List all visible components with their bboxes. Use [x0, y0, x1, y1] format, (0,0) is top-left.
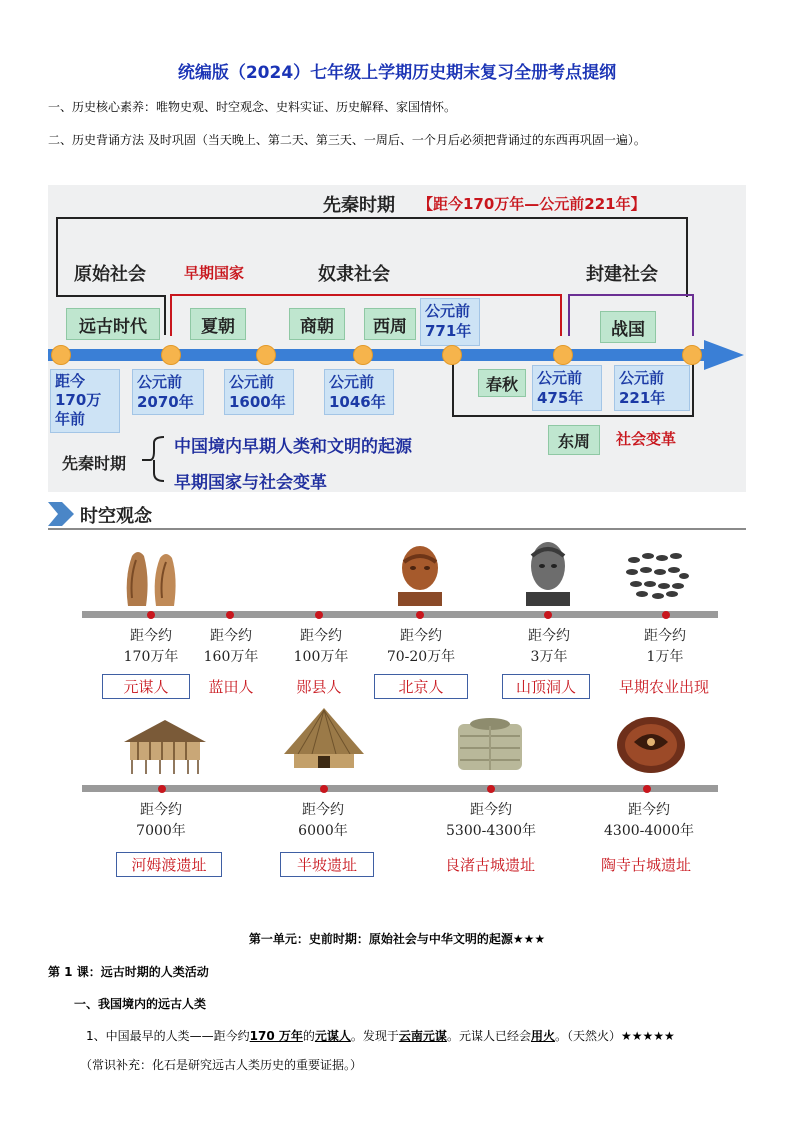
- timeline-2-time-3: 距今约 5300-4300年: [446, 802, 536, 839]
- timeline-dot: [158, 785, 166, 793]
- timeline-dot: [416, 611, 424, 619]
- timeline-1-time-5: 距今约 3万年: [528, 628, 570, 665]
- timeline-1-axis: [82, 611, 718, 618]
- grain-seeds-image: [624, 548, 690, 600]
- timeline-dot: [320, 785, 328, 793]
- period-xia: 夏朝: [190, 308, 246, 340]
- timeline-2-time-2: 距今约 6000年: [298, 802, 348, 839]
- timeline-dot: [226, 611, 234, 619]
- timeline-1-time-6: 距今约 1万年: [644, 628, 686, 665]
- timeline-dot: [662, 611, 670, 619]
- page-title: 统编版（2024）七年级上学期历史期末复习全册考点提纲: [177, 63, 617, 83]
- timeline-dot: [643, 785, 651, 793]
- stilt-house-image: [120, 716, 210, 776]
- site-peking-man: 北京人: [374, 674, 468, 699]
- date-170wan: 距今170万年前: [50, 369, 120, 433]
- site-lantian: 蓝田人: [208, 678, 254, 696]
- timeline-1-time-3: 距今约 100万年: [293, 628, 349, 665]
- peking-man-bust-image: [390, 544, 450, 606]
- period-shang: 商朝: [289, 308, 345, 340]
- chevron-right-icon: [48, 500, 78, 528]
- tooth-fossil-image: [118, 548, 188, 608]
- date-221: 公元前221年: [614, 365, 690, 411]
- date-475: 公元前475年: [532, 365, 602, 411]
- site-early-agriculture: 早期农业出现: [618, 678, 709, 696]
- early-state-label: 早期国家: [184, 264, 245, 282]
- axis-dot: [161, 345, 181, 365]
- site-yuanmou: 元谋人: [102, 674, 190, 699]
- point-1: 1、中国最早的人类——距今约170 万年的元谋人。发现于云南元谋。元谋人已经会用火。（天然火）★★★★★: [86, 1029, 675, 1043]
- section-header: [48, 500, 746, 530]
- feudal-society-label: 封建社会: [586, 264, 658, 285]
- timeline-2-time-1: 距今约 7000年: [136, 802, 186, 839]
- unit-title: 第一单元：史前时期：原始社会与中华文明的起源★★★: [248, 932, 546, 946]
- subheading: 一、我国境内的远古人类: [74, 997, 207, 1011]
- note-line: （常识补充：化石是研究远古人类历史的重要证据。）: [80, 1058, 363, 1072]
- brace-icon: [142, 433, 168, 485]
- lesson-title: 第 1 课：远古时期的人类活动: [48, 965, 209, 979]
- timeline-dot: [487, 785, 495, 793]
- upper-cave-man-bust-image: [520, 540, 576, 606]
- timeline-dot: [315, 611, 323, 619]
- timeline-dot: [544, 611, 552, 619]
- axis-dot: [682, 345, 702, 365]
- period-chunqiu: 春秋: [478, 369, 526, 397]
- period-ancient: 远古时代: [66, 308, 160, 340]
- timeline-1-time-4: 距今约 70-20万年: [386, 628, 456, 665]
- date-2070: 公元前2070年: [132, 369, 204, 415]
- diagram-header: 先秦时期: [323, 195, 395, 216]
- period-zhanguo: 战国: [600, 311, 656, 343]
- axis-dot: [553, 345, 573, 365]
- axis-dot: [442, 345, 462, 365]
- timeline-1-time-2: 距今约 160万年: [203, 628, 259, 665]
- slave-society-label: 奴隶社会: [318, 264, 390, 285]
- timeline-dot: [147, 611, 155, 619]
- axis-dot: [353, 345, 373, 365]
- social-change-label: 社会变革: [616, 430, 677, 448]
- period-dongzhou: 东周: [548, 425, 600, 455]
- jade-cong-image: [452, 714, 528, 776]
- site-liangzhu: 良渚古城遗址: [444, 856, 535, 874]
- intro-line-1: 一、历史核心素养：唯物史观、时空观念、史料实证、历史解释、家国情怀。: [48, 100, 457, 114]
- date-771: 公元前771年: [420, 298, 480, 346]
- period-xizhou: 西周: [364, 308, 416, 340]
- thatched-hut-image: [282, 706, 366, 772]
- site-hemudu: 河姆渡遗址: [116, 852, 222, 877]
- diagram-header-range: 【距今170万年—公元前221年】: [418, 195, 646, 213]
- axis-dot: [51, 345, 71, 365]
- bottom-pre-qin-label: 先秦时期: [62, 454, 127, 473]
- timeline-2-time-4: 距今约 4300-4000年: [604, 802, 694, 839]
- date-1046: 公元前1046年: [324, 369, 394, 415]
- section-title: 时空观念: [80, 506, 152, 527]
- timeline-1-time-1: 距今约 170万年: [123, 628, 179, 665]
- painted-pottery-plate-image: [614, 712, 688, 774]
- timeline-2-axis: [82, 785, 718, 792]
- pre-qin-timeline-diagram: [48, 185, 746, 492]
- intro-line-2: 二、历史背诵方法 及时巩固（当天晚上、第二天、第三天、一周后、一个月后必须把背诵过的东西再巩固一遍）。: [48, 133, 646, 147]
- primitive-society-label: 原始社会: [74, 264, 146, 285]
- bottom-item-2: 早期国家与社会变革: [174, 473, 327, 493]
- site-yunxian: 郧县人: [296, 678, 342, 696]
- bottom-item-1: 中国境内早期人类和文明的起源: [174, 437, 412, 457]
- arrow-head-icon: [704, 340, 746, 370]
- axis-dot: [256, 345, 276, 365]
- site-upper-cave: 山顶洞人: [502, 674, 590, 699]
- date-1600: 公元前1600年: [224, 369, 294, 415]
- site-taosi: 陶寺古城遗址: [600, 856, 691, 874]
- site-banpo: 半坡遗址: [280, 852, 374, 877]
